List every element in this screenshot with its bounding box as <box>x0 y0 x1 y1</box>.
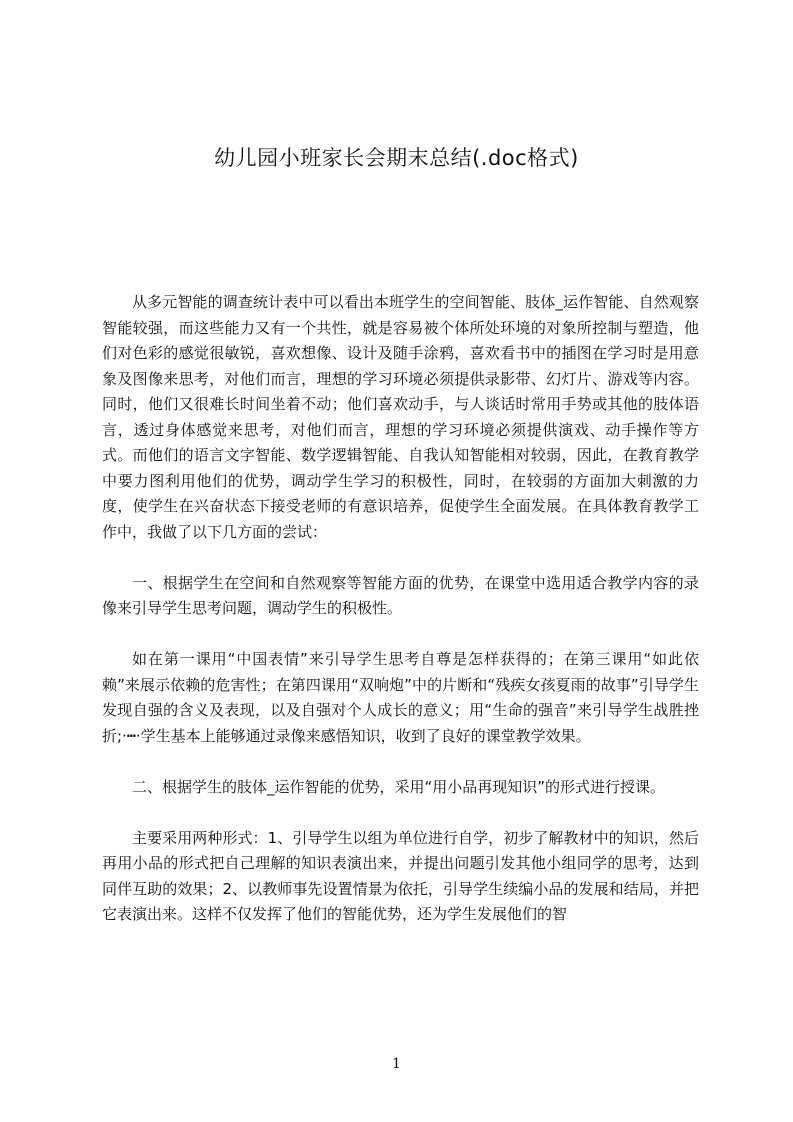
paragraph-section-one-examples: 如在第一课用“中国表情”来引导学生思考自尊是怎样获得的；在第三课用“如此依赖”来展示依赖的危害性；在第四课用“双响炮”中的片断和“残疾女孩夏雨的故事”引导学生发现自强的含义及表现，以及自强对个人成长的意义；用“生命的强音”来引导学生战胜挫折;·┅·学生基本上能够通过录像来感悟知识，收到了良好的课堂教学效果。 <box>102 650 699 745</box>
paragraph-intro: 从多元智能的调查统计表中可以看出本班学生的空间智能、肢体_运作智能、自然观察智能较强，而这些能力又有一个共性，就是容易被个体所处环境的对象所控制与塑造，他们对色彩的感觉很敏锐，喜欢想像、设计及随手涂鸦，喜欢看书中的插图在学习时是用意象及图像来思考，对他们而言，理想的学习环境必须提供录影带、幻灯片、游戏等内容。同时，他们又很难长时间坐着不动；他们喜欢动手，与人谈话时常用手势或其他的肢体语言，透过身体感觉来思考，对他们而言，理想的学习环境必须提供演戏、动手操作等方式。而他们的语言文字智能、数学逻辑智能、自我认知智能相对较弱，因此，在教育教学中要力图利用他们的优势，调动学生学习的积极性，同时，在较弱的方面加大刺激的力度，使学生在兴奋状态下接受老师的有意识培养，促使学生全面发展。在具体教育教学工作中，我做了以下几方面的尝试： <box>102 293 699 541</box>
paragraph-section-two-heading: 二、根据学生的肢体_运作智能的优势，采用“用小品再现知识”的形式进行授课。 <box>132 777 666 796</box>
document-body <box>102 290 699 928</box>
document-title: 幼儿园小班家长会期末总结(.doc格式) <box>214 146 579 170</box>
page-number: 1 <box>392 1056 401 1072</box>
paragraph-section-one-heading: 一、根据学生在空间和自然观察等智能方面的优势，在课堂中选用适合教学内容的录像来引导学生思考问题，调动学生的积极性。 <box>102 573 699 617</box>
paragraph-section-two-methods: 主要采用两种形式：1、引导学生以组为单位进行自学，初步了解教材中的知识，然后再用小品的形式把自己理解的知识表演出来，并提出问题引发其他小组同学的思考，达到同伴互助的效果；2、以教师事先设置情景为依托，引导学生续编小品的发展和结局，并把它表演出来。这样不仅发挥了他们的智能优势，还为学生发展他们的智 <box>102 828 699 923</box>
